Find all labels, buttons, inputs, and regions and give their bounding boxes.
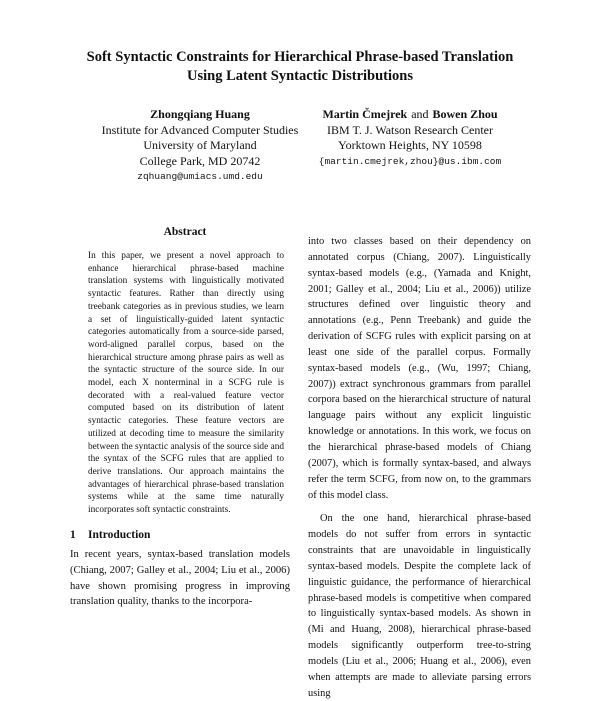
title-line-2: Using Latent Syntactic Distributions — [187, 67, 413, 84]
paper-title — [40, 48, 560, 85]
author-name: Bowen Zhou — [432, 107, 498, 121]
author-affiliation: University of Maryland — [143, 138, 257, 152]
author-affiliation: IBM T. J. Watson Research Center — [326, 122, 493, 137]
author-email: {martin.cmejrek,zhou}@us.ibm.com — [318, 155, 502, 167]
introduction-paragraph: In recent years, syntax-based translation models (Chiang, 2007; Galley et al., 2004; Liu et al., 2006) have shown promising progress in improving translation quality, thanks to the incorpora- — [70, 549, 290, 608]
section-title: Introduction — [88, 529, 151, 541]
author-address: College Park, MD 20742 — [139, 153, 261, 168]
author-conjunction: and — [411, 107, 429, 121]
author-affiliation: Institute for Advanced Computer Studies — [101, 122, 299, 137]
author-email: zqhuang@umiacs.umd.edu — [137, 171, 263, 182]
abstract-heading: Abstract — [163, 226, 207, 238]
author-name: Martin Čmejrek — [322, 107, 408, 121]
author-address: Yorktown Heights, NY 10598 — [338, 138, 482, 152]
author-name: Zhongqiang Huang — [150, 107, 250, 121]
title-line-1: Soft Syntactic Constraints for Hierarchical Phrase-based Translation — [86, 49, 514, 65]
author-block-right — [300, 107, 520, 169]
abstract-body: In this paper, we present a novel approach to enhance hierarchical phrase-based machine translation systems with linguistically motivated syntactic features. Rather than directly using treebank categories as in previous studies, we learn a set of linguistically-guided latent syntactic categories automatically from a source-side parsed, word-aligned parallel corpus, based on the hierarchical structure among phrase pairs as well as the syntactic structure of the source side. In our model, each X nonterminal in a SCFG rule is decorated with a real-valued feature vector computed based on its distribution of latent syntactic categories. These feature vectors are utilized at decoding time to measure the similarity between the syntactic analysis of the source side and the syntax of the SCFG rules that are applied to derive translations. Our approach maintains the advantages of hierarchical phrase-based translation systems while at the same time naturally incorporates soft syntactic constraints. — [88, 251, 284, 516]
body-paragraph: into two classes based on their dependency on annotated corpus (Chiang, 2007). Linguistically syntax-based models (e.g., (Yamada and Knight, 2001; Galley et al., 2004; Liu et al., 2006)) utilize structures defined over linguistic theory and annotations (e.g., Penn Treebank) and guide the derivation of SCFG rules with explicit parsing on at least one side of the parallel corpus. Formally syntax-based models (e.g., (Wu, 1997; Chiang, 2007)) extract synchronous grammars from parallel corpora based on the hierarchical structure of natural language pairs without any explicit linguistic knowledge or annotations. In this work, we focus on the hierarchical phrase-based models of Chiang (2007), which is formally syntax-based, and always refer the term SCFG, from now on, to the grammars of this model class. — [308, 236, 531, 501]
author-names — [300, 107, 520, 123]
body-paragraph: On the one hand, hierarchical phrase-based models do not suffer from errors in syntactic constraints that are unavoidable in linguistically syntax-based models. Despite the complete lack of linguistic guidance, the performance of hierarchical phrase-based models is competitive when compared to linguistically syntax-based models. As shown in (Mi and Huang, 2008), hierarchical phrase-based models significantly outperform tree-to-string models (Liu et al., 2006; Huang et al., 2006), even when attempts are made to alleviate parsing errors using — [308, 513, 531, 699]
author-block-left — [90, 107, 310, 184]
section-heading — [70, 529, 150, 541]
right-column — [308, 234, 531, 701]
section-number: 1 — [70, 529, 76, 541]
